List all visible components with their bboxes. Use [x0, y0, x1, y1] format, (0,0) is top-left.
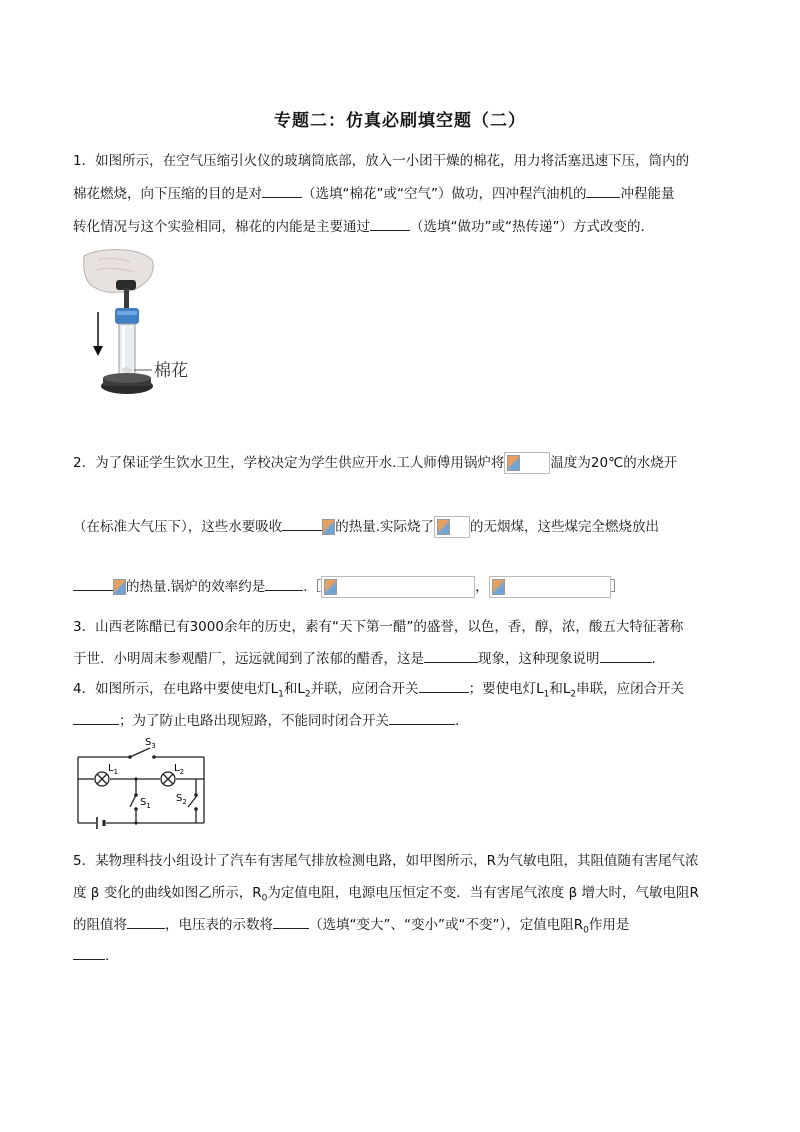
- q2-image-placeholder-1: [504, 452, 550, 474]
- subscript: 0: [261, 893, 268, 904]
- q2-text: 的热量.锅炉的效率约是: [126, 579, 266, 595]
- page-title: 专题二：仿真必刷填空题（二）: [274, 111, 526, 131]
- q4-line2: [73, 712, 459, 730]
- q4-blank-2[interactable]: [73, 712, 119, 725]
- q5-blank-3[interactable]: [73, 947, 105, 960]
- q5-text: （选填“变大”、“变小”或“不变”），定值电阻R: [309, 917, 584, 933]
- q2-image-placeholder-4: [489, 576, 611, 598]
- q5-text: 的阻值将: [73, 917, 127, 933]
- lamp-L2-sub: 2: [304, 689, 311, 700]
- q5-text: 作用是: [588, 917, 630, 933]
- lamp-L1-ref: L: [270, 681, 279, 697]
- q2-line2: [73, 516, 659, 538]
- q4-text: 和: [549, 681, 563, 697]
- lamp-L1-label: $L_1$: [108, 763, 119, 776]
- q2-text: ，: [475, 579, 489, 595]
- switch-S1-label: $S_1$: [140, 797, 151, 810]
- q1-text: （选填“棉花”或“空气”）做功，四冲程汽油机的: [302, 186, 587, 202]
- q5-text: 度 β 变化的曲线如图乙所示，R: [73, 885, 262, 901]
- q5-text: 为定值电阻，电源电压恒定不变．当有害尾气浓度 β 增大时，气敏电阻R: [267, 885, 699, 901]
- q5-blank-1[interactable]: [127, 916, 165, 929]
- q3-line1: 3．山西老陈醋已有3000余年的历史，素有“天下第一醋”的盛誉，以色，香，醇，浓，酸五大特征著称: [73, 619, 684, 635]
- lamp-L1-sub: 1: [278, 689, 284, 700]
- q4-text: 4．如图所示，在电路中要使电灯: [73, 681, 271, 697]
- q4-text: ；为了防止电路出现短路，不能同时闭合开关: [119, 713, 389, 729]
- cotton-label: 棉花: [154, 361, 188, 381]
- q4-text: 并联，应闭合开关: [310, 681, 419, 697]
- q5-text: .: [105, 948, 110, 964]
- q1-blank-3[interactable]: [370, 218, 410, 231]
- q2-image-placeholder-3: [321, 576, 475, 598]
- q3-text: 于世．小明周末参观醋厂，远远就闻到了浓郁的醋香，这是: [73, 651, 424, 667]
- q4-text: 串联，应闭合开关: [576, 681, 685, 697]
- q3-line2: [73, 650, 656, 668]
- q2-text: 温度为20℃的水烧开: [550, 455, 678, 471]
- q4-line1: [73, 680, 684, 704]
- q1-text: 冲程能量: [620, 186, 675, 202]
- q2-line3: [73, 576, 624, 598]
- lamp-L2-label: $L_2$: [174, 763, 185, 776]
- q3-text: 现象，这种现象说明: [478, 651, 600, 667]
- broken-image-icon: [492, 579, 505, 595]
- q1-blank-1[interactable]: [262, 185, 302, 198]
- q1-text: 转化情况与这个实验相同，棉花的内能是主要通过: [73, 219, 370, 235]
- q1-line1: 1．如图所示，在空气压缩引火仪的玻璃筒底部，放入一小团干燥的棉花，用力将活塞迅速下压，筒内的: [73, 153, 690, 169]
- q3-blank-2[interactable]: [600, 650, 652, 663]
- lamp-L1-ref: L: [536, 681, 544, 697]
- lamp-L2-sub: 2: [570, 689, 577, 700]
- broken-image-icon: [324, 579, 337, 595]
- q5-blank-2[interactable]: [273, 916, 309, 929]
- q5-line1: 5．某物理科技小组设计了汽车有害尾气排放检测电路，如甲图所示，R为气敏电阻，其阻值随有害尾气浓: [73, 853, 699, 869]
- broken-image-icon: [437, 519, 450, 535]
- compression-igniter-figure: [78, 246, 213, 406]
- q3-blank-1[interactable]: [424, 650, 478, 663]
- q2-text: 的热量.实际烧了: [335, 519, 435, 535]
- switch-S3-label: $S_3$: [145, 737, 156, 750]
- q5-line3: [73, 916, 629, 940]
- q2-blank-3[interactable]: [265, 578, 303, 591]
- broken-image-icon: [113, 579, 126, 595]
- q2-text: ］: [610, 579, 625, 595]
- q2-text: .［: [303, 579, 322, 595]
- q2-text: （在标准大气压下），这些水要吸收: [73, 519, 283, 535]
- q2-text: 2．为了保证学生饮水卫生，学校决定为学生供应开水.工人师傅用锅炉将: [73, 455, 505, 471]
- q2-image-placeholder-2: [434, 516, 470, 538]
- q4-blank-3[interactable]: [389, 712, 455, 725]
- subscript: 0: [583, 925, 589, 936]
- q1-line3: [73, 218, 645, 236]
- broken-image-icon: [322, 519, 335, 535]
- lamp-L2-ref: L: [562, 681, 571, 697]
- q1-text: （选填“做功”或“热传递”）方式改变的.: [410, 219, 645, 235]
- q2-blank-2[interactable]: [73, 578, 113, 591]
- q2-text: 的无烟煤，这些煤完全燃烧放出: [470, 519, 660, 535]
- q1-text: 棉花燃烧，向下压缩的目的是对: [73, 186, 262, 202]
- q2-blank-1[interactable]: [282, 518, 322, 531]
- q1-line2: [73, 185, 674, 203]
- q1-blank-2[interactable]: [586, 185, 620, 198]
- q3-text: .: [651, 651, 656, 667]
- q5-line2: [73, 884, 699, 908]
- q5-text: ，电压表的示数将: [165, 917, 273, 933]
- switch-S2-label: $S_2$: [176, 793, 187, 806]
- q2-line1: [73, 452, 677, 474]
- q5-line4: [73, 947, 109, 965]
- broken-image-icon: [507, 455, 520, 471]
- circuit-diagram: [72, 735, 212, 830]
- q4-text: ；要使电灯: [468, 681, 537, 697]
- lamp-L2-ref: L: [297, 681, 305, 697]
- q4-blank-1[interactable]: [419, 680, 469, 693]
- lamp-L1-sub: 1: [543, 689, 550, 700]
- q4-text: .: [455, 713, 460, 729]
- q4-text: 和: [283, 681, 298, 697]
